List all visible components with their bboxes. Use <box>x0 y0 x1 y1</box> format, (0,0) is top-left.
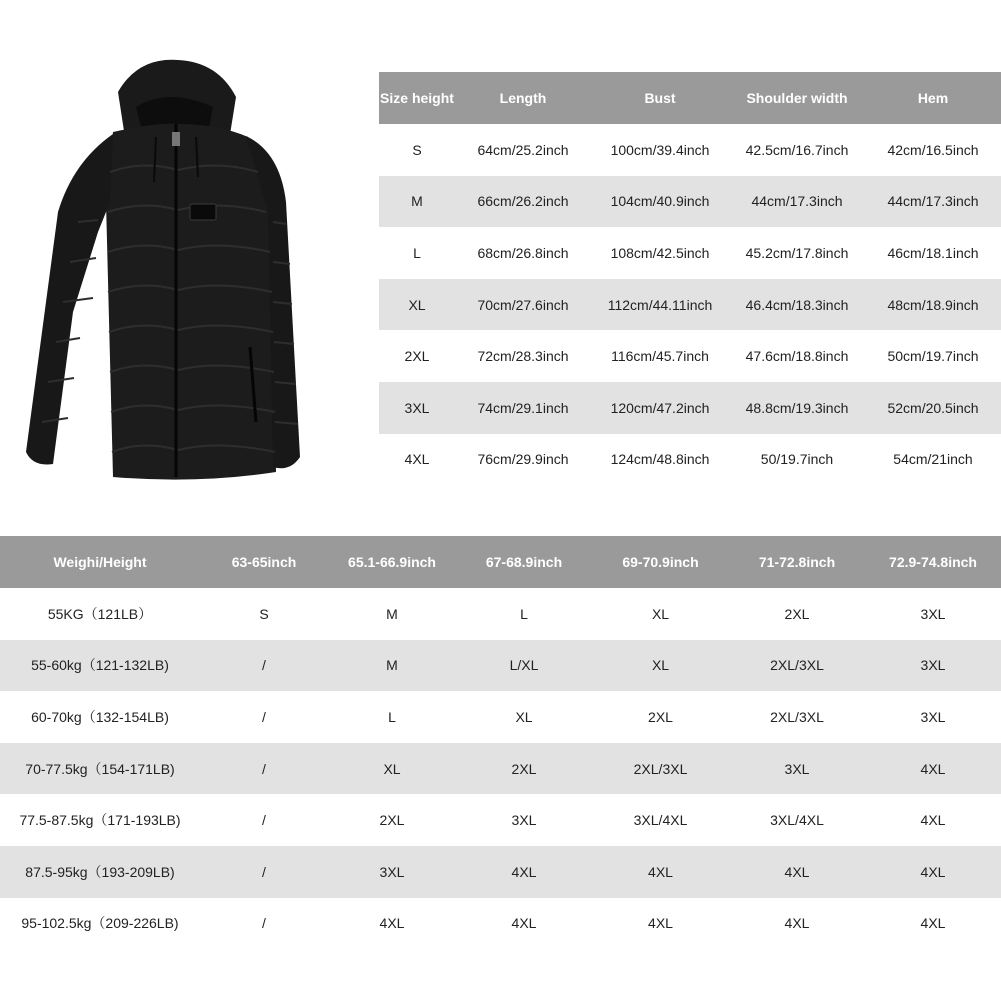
row-label-cell: 2XL <box>379 330 455 382</box>
row-label-cell: 4XL <box>379 434 455 486</box>
table-cell: 2XL <box>592 691 729 743</box>
header-weight-height: Weighi/Height <box>0 536 200 588</box>
table-cell: 4XL <box>729 846 865 898</box>
table-cell: 45.2cm/17.8inch <box>729 227 865 279</box>
table-cell: 66cm/26.2inch <box>455 176 591 228</box>
table-cell: / <box>200 794 328 846</box>
weight-row <box>0 691 1001 743</box>
table-cell: 2XL/3XL <box>729 691 865 743</box>
table-cell: L <box>456 588 592 640</box>
row-label-cell: 87.5-95kg（193-209LB) <box>0 846 200 898</box>
table-cell: 4XL <box>865 794 1001 846</box>
header-height-range: 63-65inch <box>200 536 328 588</box>
size-row <box>379 227 1001 279</box>
row-label-cell: S <box>379 124 455 176</box>
table-cell: 3XL <box>328 846 456 898</box>
table-cell: 52cm/20.5inch <box>865 382 1001 434</box>
table-cell: 4XL <box>328 898 456 950</box>
table-cell: 4XL <box>865 846 1001 898</box>
table-cell: XL <box>592 640 729 692</box>
table-cell: 116cm/45.7inch <box>591 330 729 382</box>
header-bust: Bust <box>591 72 729 124</box>
table-cell: 72cm/28.3inch <box>455 330 591 382</box>
table-cell: 112cm/44.11inch <box>591 279 729 331</box>
table-cell: 120cm/47.2inch <box>591 382 729 434</box>
table-cell: 4XL <box>865 743 1001 795</box>
row-label-cell: 55-60kg（121-132LB) <box>0 640 200 692</box>
table-cell: / <box>200 691 328 743</box>
jacket-product-image <box>18 52 318 492</box>
table-cell: 100cm/39.4inch <box>591 124 729 176</box>
table-cell: 4XL <box>865 898 1001 950</box>
table-cell: 76cm/29.9inch <box>455 434 591 486</box>
table-cell: 4XL <box>456 898 592 950</box>
table-cell: 3XL <box>729 743 865 795</box>
size-row <box>379 382 1001 434</box>
row-label-cell: XL <box>379 279 455 331</box>
table-cell: 3XL/4XL <box>729 794 865 846</box>
table-cell: 64cm/25.2inch <box>455 124 591 176</box>
header-length: Length <box>455 72 591 124</box>
weight-row <box>0 640 1001 692</box>
table-cell: 3XL/4XL <box>592 794 729 846</box>
table-cell: S <box>200 588 328 640</box>
row-label-cell: 70-77.5kg（154-171LB) <box>0 743 200 795</box>
size-chart-header-row <box>379 72 1001 124</box>
table-cell: XL <box>328 743 456 795</box>
table-cell: 46cm/18.1inch <box>865 227 1001 279</box>
table-cell: 42cm/16.5inch <box>865 124 1001 176</box>
table-cell: 44cm/17.3inch <box>865 176 1001 228</box>
weight-row <box>0 898 1001 950</box>
table-cell: / <box>200 640 328 692</box>
header-height-range: 67-68.9inch <box>456 536 592 588</box>
table-cell: 50cm/19.7inch <box>865 330 1001 382</box>
table-cell: 2XL <box>328 794 456 846</box>
weight-row <box>0 588 1001 640</box>
table-cell: 3XL <box>865 588 1001 640</box>
table-cell: / <box>200 846 328 898</box>
table-cell: 4XL <box>592 898 729 950</box>
header-height-range: 71-72.8inch <box>729 536 865 588</box>
table-cell: L/XL <box>456 640 592 692</box>
table-cell: XL <box>456 691 592 743</box>
table-cell: 42.5cm/16.7inch <box>729 124 865 176</box>
table-cell: 46.4cm/18.3inch <box>729 279 865 331</box>
size-row <box>379 434 1001 486</box>
table-cell: 48.8cm/19.3inch <box>729 382 865 434</box>
table-cell: 44cm/17.3inch <box>729 176 865 228</box>
table-cell: 3XL <box>456 794 592 846</box>
header-height-range: 72.9-74.8inch <box>865 536 1001 588</box>
row-label-cell: 95-102.5kg（209-226LB) <box>0 898 200 950</box>
header-size-height: Size height <box>379 72 455 124</box>
table-cell: 3XL <box>865 640 1001 692</box>
table-cell: M <box>328 640 456 692</box>
table-cell: 54cm/21inch <box>865 434 1001 486</box>
black-hooded-puffer-jacket-icon <box>18 52 318 492</box>
weight-row <box>0 846 1001 898</box>
row-label-cell: M <box>379 176 455 228</box>
table-cell: 50/19.7inch <box>729 434 865 486</box>
size-row <box>379 124 1001 176</box>
table-cell: 4XL <box>729 898 865 950</box>
weight-row <box>0 794 1001 846</box>
size-chart-table <box>379 72 1001 485</box>
header-height-range: 65.1-66.9inch <box>328 536 456 588</box>
table-cell: M <box>328 588 456 640</box>
table-cell: 47.6cm/18.8inch <box>729 330 865 382</box>
table-cell: 68cm/26.8inch <box>455 227 591 279</box>
table-cell: 104cm/40.9inch <box>591 176 729 228</box>
row-label-cell: L <box>379 227 455 279</box>
header-height-range: 69-70.9inch <box>592 536 729 588</box>
table-cell: 4XL <box>456 846 592 898</box>
table-cell: / <box>200 743 328 795</box>
table-cell: 2XL <box>729 588 865 640</box>
table-cell: 74cm/29.1inch <box>455 382 591 434</box>
header-shoulder-width: Shoulder width <box>729 72 865 124</box>
weight-chart-header-row <box>0 536 1001 588</box>
table-cell: 3XL <box>865 691 1001 743</box>
header-hem: Hem <box>865 72 1001 124</box>
table-cell: XL <box>592 588 729 640</box>
table-cell: 2XL/3XL <box>729 640 865 692</box>
weight-row <box>0 743 1001 795</box>
size-row <box>379 330 1001 382</box>
table-cell: 70cm/27.6inch <box>455 279 591 331</box>
table-cell: 2XL <box>456 743 592 795</box>
row-label-cell: 3XL <box>379 382 455 434</box>
table-cell: 4XL <box>592 846 729 898</box>
table-cell: 48cm/18.9inch <box>865 279 1001 331</box>
size-row <box>379 279 1001 331</box>
table-cell: 124cm/48.8inch <box>591 434 729 486</box>
row-label-cell: 55KG（121LB） <box>0 588 200 640</box>
table-cell: 2XL/3XL <box>592 743 729 795</box>
size-row <box>379 176 1001 228</box>
weight-height-chart-table <box>0 536 1001 949</box>
row-label-cell: 60-70kg（132-154LB) <box>0 691 200 743</box>
table-cell: / <box>200 898 328 950</box>
table-cell: 108cm/42.5inch <box>591 227 729 279</box>
row-label-cell: 77.5-87.5kg（171-193LB) <box>0 794 200 846</box>
table-cell: L <box>328 691 456 743</box>
